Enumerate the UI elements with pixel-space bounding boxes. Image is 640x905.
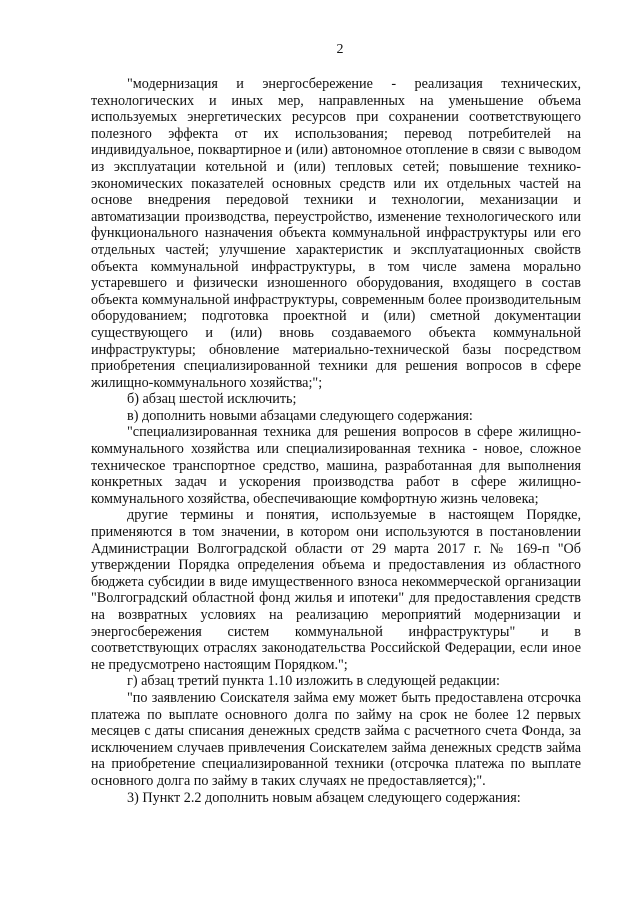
page-number: 2 (336, 42, 344, 57)
paragraph-item-b: б) абзац шестой исключить; (127, 391, 297, 408)
paragraph-special-equipment-definition: "специализированная техника для решения вопросов в сфере жилищно-коммунального хозяйства или специализированная техника - новое, сложное техническое транспортное средство, машина, разработанная для выполнения конкретных задач и ускорения производства работ в сфере жилищно-коммунального хозяйства, обеспечивающие комфортную жизнь человека; (91, 424, 581, 507)
paragraph-item-g: г) абзац третий пункта 1.10 изложить в следующей редакции: (127, 673, 500, 690)
paragraph-payment-deferral: "по заявлению Соискателя займа ему может быть предоставлена отсрочка платежа по выплате основного долга по займу на срок не более 12 первых месяцев с даты списания денежных средств займа с расчетного счета Фонда, за исключением случаев привлечения Соискателем займа денежных средств займа на приобретение специализированной техники (отсрочка платежа по выплате основного долга по займу в таких случаях не предоставляется);". (91, 689, 581, 789)
paragraph-other-terms: другие термины и понятия, используемые в настоящем Порядке, применяются в том значении, в котором они используются в постановлении Администрации Волгоградской области от 29 марта 2017 г. № 169-п "Об утверждении Порядка определения объема и предоставления из областного бюджета субсидии в виде имущественного взноса некоммерческой организации "Волгоградский областной фонд жилья и ипотеки" для предоставления средств на возвратных условиях на реализацию мероприятий модернизации и энергосбережения систем коммунальной инфраструктуры" и в соответствующих отраслях законодательства Российской Федерации, если иное не предусмотрено настоящим Порядком."; (91, 507, 581, 673)
document-page (91, 42, 581, 806)
paragraph-item-3: 3) Пункт 2.2 дополнить новым абзацем следующего содержания: (127, 789, 521, 806)
paragraph-item-v: в) дополнить новыми абзацами следующего содержания: (127, 407, 473, 424)
paragraph-modernization-definition: "модернизация и энергосбережение - реализация технических, технологических и иных мер, направленных на уменьшение объема используемых энергетических ресурсов при сохранении соответствующего полезного эффекта от их использования; перевод потребителей на индивидуальное, поквартирное и (или) автономное отопление в связи с выводом из эксплуатации котельной и (или) тепловых сетей; повышение технико-экономических показателей основных средств или их отдельных частей на основе внедрения передовой техники и технологии, механизации и автоматизации производства, переустройство, изменение технологического или функционального назначения объекта коммунальной инфраструктуры или его отдельных частей; улучшение характеристик и эксплуатационных свойств объекта коммунальной инфраструктуры, в том числе замена морально устаревшего и физически изношенного оборудования, входящего в состав объекта коммунальной инфраструктуры, современным более производительным оборудованием; подготовка проектной и (или) сметной документации существующего и (или) вновь создаваемого объекта коммунальной инфраструктуры; обновление материально-технической базы посредством приобретения специализированной техники для решения вопросов в сфере жилищно-коммунального хозяйства;"; (91, 76, 581, 391)
